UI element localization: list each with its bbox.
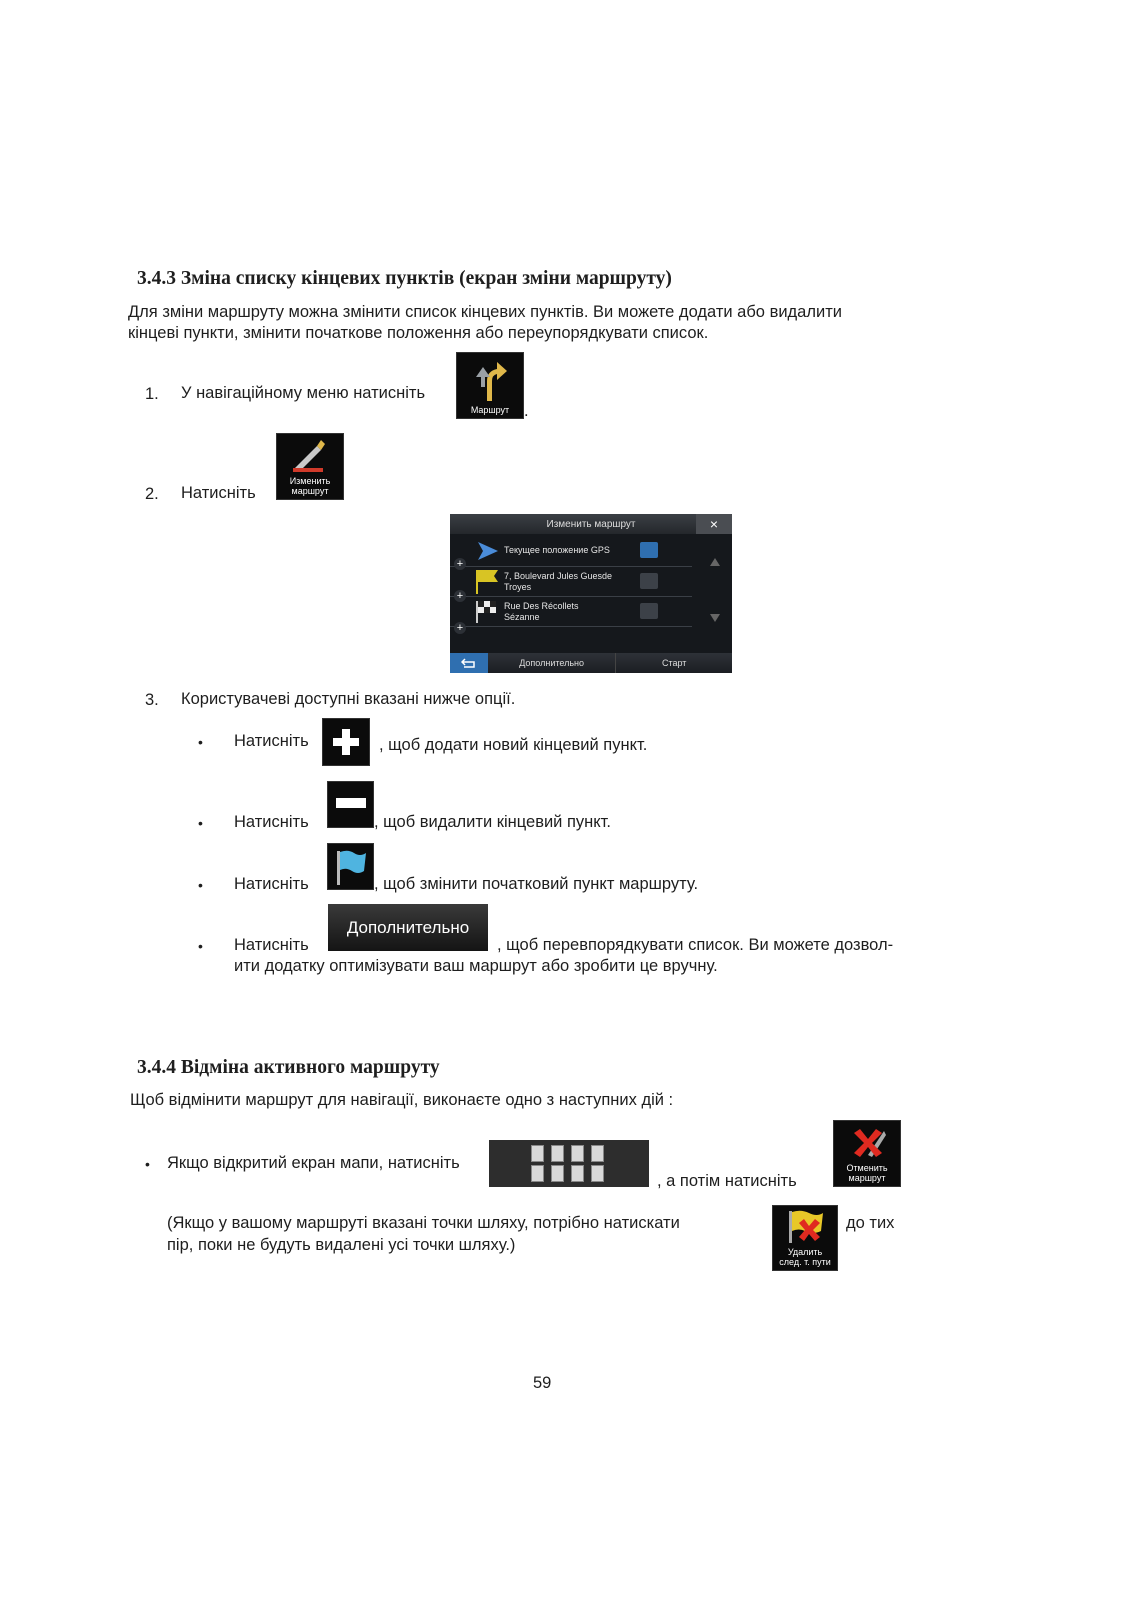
step-2-number: 2. bbox=[145, 485, 159, 503]
step-1-text: У навігаційному меню натисніть bbox=[181, 384, 426, 402]
row-text: Текущее положение GPS bbox=[504, 545, 610, 555]
bullet-dot: • bbox=[145, 1156, 150, 1172]
delete-waypoint-caption: Удалить след. т. пути bbox=[779, 1247, 831, 1267]
screenshot-row[interactable] bbox=[450, 596, 692, 627]
back-arrow-icon bbox=[461, 658, 477, 668]
route-menu-caption: Маршрут bbox=[470, 405, 510, 415]
bullet-label: Натисніть bbox=[234, 732, 309, 750]
cancel-route-icon bbox=[848, 1125, 888, 1161]
note-after: до тих bbox=[846, 1214, 895, 1232]
bullet-text-continued: ити додатку оптимізувати ваш маршрут або зробити це вручну. bbox=[234, 957, 718, 975]
bullet-text: , щоб перевпорядкувати список. Ви можете дозвол- bbox=[497, 936, 894, 954]
scroll-up-icon[interactable] bbox=[710, 556, 720, 566]
bullet-text: , щоб видалити кінцевий пункт. bbox=[374, 813, 611, 831]
section-344-intro: Щоб відмінити маршрут для навігації, виконаєте одно з наступних дій : bbox=[130, 1091, 674, 1109]
screenshot-close-icon[interactable]: × bbox=[696, 514, 732, 534]
row-text: Rue Des Récollets bbox=[504, 601, 579, 611]
step-3-text: Користувачеві доступні вказані нижче опції. bbox=[181, 690, 516, 708]
minus-side-icon[interactable] bbox=[640, 573, 658, 589]
add-destination-button[interactable] bbox=[322, 718, 370, 766]
note-line-2: пір, поки не будуть видалені усі точки шляху.) bbox=[167, 1236, 516, 1254]
screenshot-more-button[interactable]: Дополнительно bbox=[519, 658, 585, 668]
edit-route-icon bbox=[291, 438, 331, 474]
bullet-dot: • bbox=[198, 734, 203, 750]
bullet-label: Натисніть bbox=[234, 936, 309, 954]
row-text: Troyes bbox=[504, 582, 532, 592]
page-number: 59 bbox=[533, 1374, 552, 1392]
screenshot-row[interactable] bbox=[450, 566, 692, 597]
map-menu-button[interactable] bbox=[489, 1140, 649, 1187]
intro-line-1: Для зміни маршруту можна змінити список кінцевих пунктів. Ви можете додати або видалити bbox=[128, 303, 842, 321]
edit-route-button[interactable] bbox=[276, 433, 344, 500]
set-start-button[interactable] bbox=[327, 843, 374, 890]
then-text: , а потім натисніть bbox=[657, 1172, 797, 1190]
section-343-title: 3.4.3 Зміна списку кінцевих пунктів (екран зміни маршруту) bbox=[137, 268, 672, 289]
plus-icon bbox=[331, 727, 361, 757]
intro-line-2: кінцеві пункти, змінити початкове положення або переупорядкувати список. bbox=[128, 324, 709, 342]
route-arrow-icon bbox=[473, 357, 509, 401]
bullet-label: Натисніть bbox=[234, 813, 309, 831]
back-button[interactable] bbox=[450, 653, 488, 673]
row-text: Sézanne bbox=[504, 612, 540, 622]
delete-waypoint-button[interactable] bbox=[772, 1205, 838, 1271]
step-2-text: Натисніть bbox=[181, 484, 256, 502]
minus-icon bbox=[336, 798, 366, 810]
route-menu-button[interactable] bbox=[456, 352, 524, 419]
edit-route-screenshot bbox=[450, 514, 732, 673]
remove-destination-button[interactable] bbox=[327, 781, 374, 828]
delete-waypoint-icon bbox=[785, 1209, 827, 1245]
bullet-dot: • bbox=[198, 877, 203, 893]
bullet-dot: • bbox=[198, 938, 203, 954]
step-1-suffix: . bbox=[524, 402, 529, 420]
gps-arrow-icon bbox=[478, 542, 498, 560]
edit-route-caption: Изменить маршрут bbox=[289, 476, 331, 496]
cancel-route-button[interactable] bbox=[833, 1120, 901, 1187]
bullet-text: , щоб додати новий кінцевий пункт. bbox=[379, 736, 648, 754]
plus-icon[interactable]: + bbox=[454, 590, 466, 602]
bullet-label: Натисніть bbox=[234, 875, 309, 893]
plus-icon[interactable]: + bbox=[454, 558, 466, 570]
map-bullet-text: Якщо відкритий екран мапи, натисніть bbox=[167, 1154, 460, 1172]
note-line-1: (Якщо у вашому маршруті вказані точки шляху, потрібно натискати bbox=[167, 1214, 680, 1232]
checkered-flag-icon bbox=[474, 599, 498, 623]
step-3-number: 3. bbox=[145, 691, 159, 709]
plus-icon[interactable]: + bbox=[454, 622, 466, 634]
screenshot-footer bbox=[450, 653, 732, 673]
bullet-text: , щоб змінити початковий пункт маршруту. bbox=[374, 875, 699, 893]
scroll-down-icon[interactable] bbox=[710, 614, 720, 624]
screenshot-row[interactable] bbox=[450, 536, 692, 567]
cancel-route-caption: Отменить маршрут bbox=[846, 1163, 888, 1183]
step-1-number: 1. bbox=[145, 385, 159, 403]
minus-side-icon[interactable] bbox=[640, 603, 658, 619]
screenshot-start-button[interactable]: Старт bbox=[615, 653, 732, 673]
yellow-flag-icon bbox=[474, 568, 500, 594]
blue-flag-icon bbox=[334, 849, 368, 885]
flag-side-icon[interactable] bbox=[640, 542, 658, 558]
section-344-title: 3.4.4 Відміна активного маршруту bbox=[137, 1057, 440, 1078]
row-text: 7, Boulevard Jules Guesde bbox=[504, 571, 613, 581]
more-button[interactable]: Дополнительно bbox=[328, 904, 488, 951]
screenshot-title: Изменить маршрут bbox=[450, 514, 732, 534]
bullet-dot: • bbox=[198, 815, 203, 831]
